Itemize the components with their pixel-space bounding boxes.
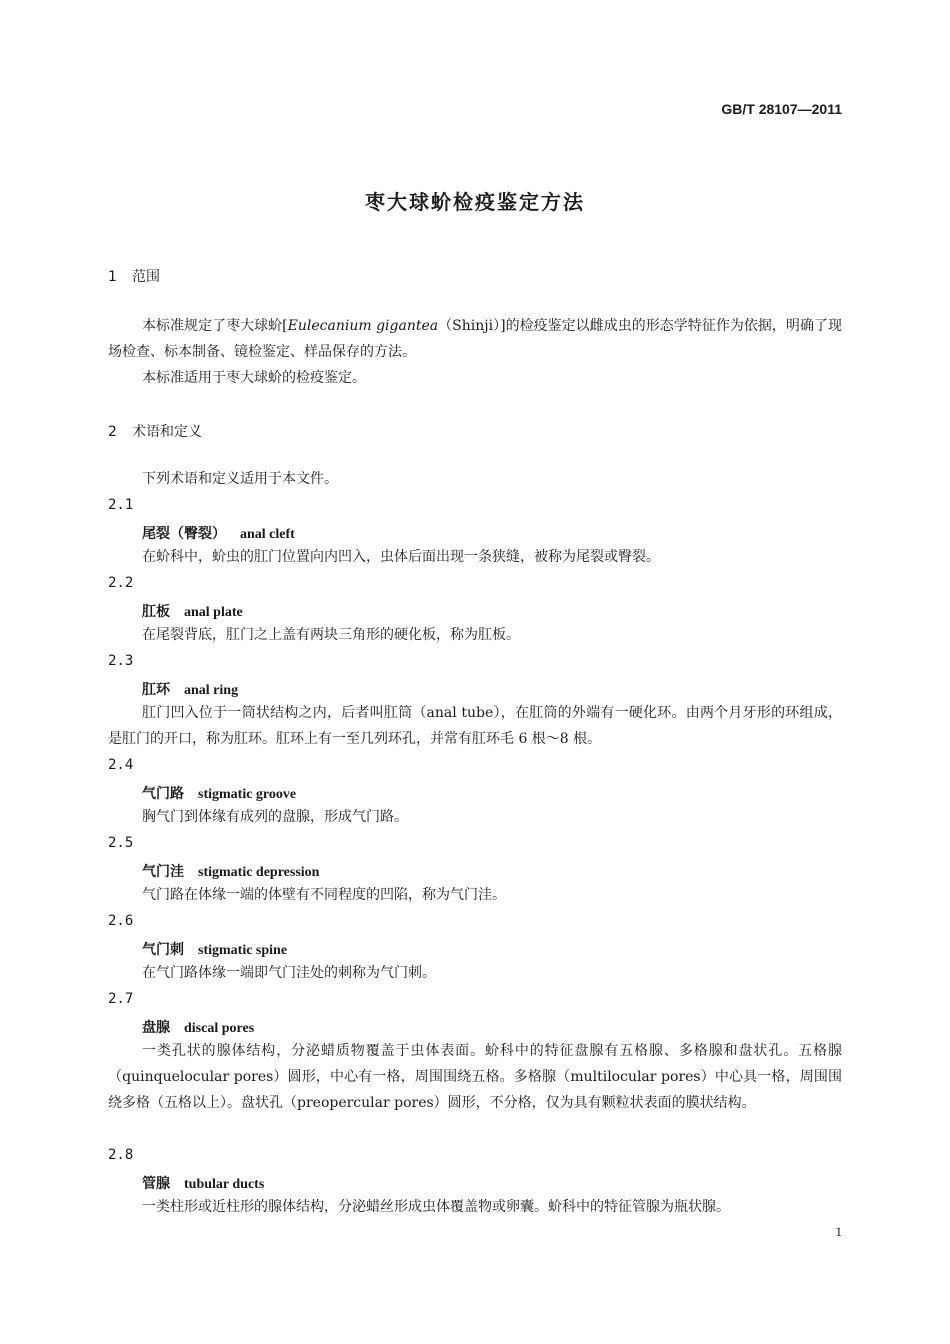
term-en: tubular ducts (184, 1177, 265, 1192)
term-zh: 气门路 (142, 786, 184, 802)
scope-paragraph (108, 313, 842, 365)
term-number: 2.5 (108, 835, 134, 851)
term-zh: 肛环 (142, 682, 170, 698)
term-en: stigmatic groove (198, 787, 297, 802)
section-heading-scope (108, 266, 160, 286)
term-heading (142, 861, 319, 881)
term-definition: 气门路在体缘一端的体壁有不同程度的凹陷，称为气门洼。 (142, 887, 506, 903)
term-heading (142, 1017, 254, 1037)
term-heading (142, 939, 287, 959)
page-number: 1 (835, 1224, 842, 1239)
terms-intro: 下列术语和定义适用于本文件。 (142, 471, 338, 487)
term-definition: 肛门凹入位于一筒状结构之内，后者叫肛筒（anal tube），在肛筒的外端有一硬化环。由两个月牙形的环组成，是肛门的开口，称为肛环。肛环上有一至几列环孔，并常有肛环毛 6 根～8 根。 (108, 705, 842, 747)
term-en: anal cleft (240, 527, 295, 542)
term-number: 2.2 (108, 575, 134, 591)
species-name: Eulecanium gigantea (287, 318, 439, 334)
document-title: 枣大球蚧检疫鉴定方法 (365, 190, 585, 214)
term-zh: 气门刺 (142, 942, 184, 958)
section-title: 范围 (132, 269, 160, 285)
term-number: 2.1 (108, 497, 134, 513)
term-zh: 气门洼 (142, 864, 184, 880)
section-title: 术语和定义 (132, 424, 202, 440)
term-heading (142, 679, 238, 699)
term-number: 2.6 (108, 913, 134, 929)
term-heading (142, 783, 296, 803)
term-number: 2.8 (108, 1147, 134, 1163)
term-zh: 肛板 (142, 604, 170, 620)
term-number: 2.4 (108, 757, 134, 773)
section-number: 1 (108, 269, 117, 285)
term-en: anal plate (184, 605, 243, 620)
term-definition: 一类孔状的腺体结构，分泌蜡质物覆盖于虫体表面。蚧科中的特征盘腺有五格腺、多格腺和盘状孔。五格腺（quinquelocular pores）圆形，中心有一格，周围围绕五格。多格腺（multilocular pores）中心具一格，周围围绕多格（五格以上）。盘状孔（preopercular pores）圆形，不分格，仅为具有颗粒状表面的膜状结构。 (108, 1043, 842, 1111)
term-definition: 在气门路体缘一端即气门洼处的刺称为气门刺。 (142, 965, 436, 981)
section-heading-terms (108, 421, 202, 441)
scope-text-after: （Shinji）]的检疫鉴定以雌成虫的形态学特征作为依据，明确了现场检查、标本制备、镜检鉴定、样品保存的方法。 (108, 318, 842, 360)
term-en: stigmatic spine (198, 943, 288, 958)
section-number: 2 (108, 424, 117, 440)
term-en: stigmatic depression (198, 865, 320, 880)
applicability-paragraph: 本标准适用于枣大球蚧的检疫鉴定。 (142, 370, 366, 386)
term-number: 2.3 (108, 653, 134, 669)
term-heading (142, 601, 243, 621)
standard-number: GB/T 28107—2011 (721, 101, 842, 117)
term-en: discal pores (184, 1021, 255, 1036)
scope-text-before: 本标准规定了枣大球蚧[ (142, 318, 288, 334)
term-number: 2.7 (108, 991, 134, 1007)
term-definition: 在尾裂背底，肛门之上盖有两块三角形的硬化板，称为肛板。 (142, 627, 520, 643)
term-heading (142, 1173, 264, 1193)
term-definition: 一类柱形或近柱形的腺体结构，分泌蜡丝形成虫体覆盖物或卵囊。蚧科中的特征管腺为瓶状腺。 (142, 1199, 730, 1215)
term-zh: 尾裂（臀裂） (142, 526, 226, 542)
term-en: anal ring (184, 683, 239, 698)
term-zh: 盘腺 (142, 1020, 170, 1036)
term-definition: 胸气门到体缘有成列的盘腺，形成气门路。 (142, 809, 408, 825)
term-heading (142, 523, 295, 543)
term-zh: 管腺 (142, 1176, 170, 1192)
term-definition: 在蚧科中，蚧虫的肛门位置向内凹入，虫体后面出现一条狭缝，被称为尾裂或臀裂。 (142, 549, 660, 565)
